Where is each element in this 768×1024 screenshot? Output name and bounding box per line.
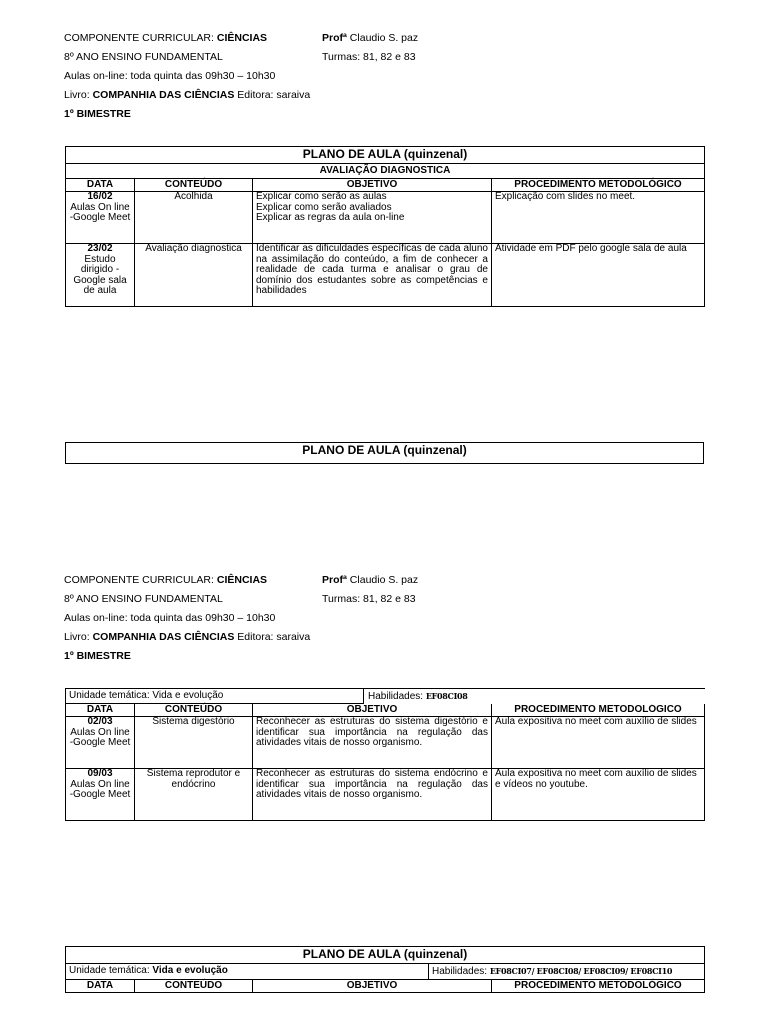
col-objective: OBJETIVO [253,980,492,993]
plan-title-main: PLANO DE AULA [302,443,404,457]
online-schedule: Aulas on-line: toda quinta das 09h30 – 10h30 [64,70,276,82]
component-label: COMPONENTE CURRICULAR: [64,574,217,586]
component-label: COMPONENTE CURRICULAR: [64,32,217,44]
objective-cell: Explicar como serão as aulas Explicar como serão avaliados Explicar as regras da aula on-line [253,192,492,244]
header-row-grade [64,590,684,609]
procedure-cell: Explicação com slides no meet. [492,192,705,244]
unit-theme [66,964,429,980]
component-value: CIÊNCIAS [216,32,268,44]
col-date: DATA [66,704,135,717]
header-row-component [64,571,684,590]
plan-subtitle: AVALIAÇÃO DIAGNOSTICA [66,164,705,179]
book-title: COMPANHIA DAS CIÊNCIAS [92,631,235,643]
online-schedule: Aulas on-line: toda quinta das 09h30 – 10h30 [64,612,276,624]
objective-cell: Identificar as dificuldades específicas de cada aluno na assimilação do conteúdo, a fim de conhecer a realidade de cada turma e analisar o grau de domínio dos estudantes sobre as competências e habilidades [253,244,492,307]
lesson-plan-table-1 [65,146,705,307]
plan-title-main: PLANO DE AULA [302,947,404,961]
col-date: DATA [66,980,135,993]
col-content: CONTEÚDO [135,704,253,717]
date: 23/02 [87,243,113,254]
date-cell [66,192,135,244]
teacher-name: Claudio S. paz [346,32,419,44]
table-row [66,192,705,244]
book-info [64,86,684,105]
course-header-1 [64,29,684,124]
plan-title-sub: (quinzenal) [403,147,468,161]
date-note: Estudo dirigido - Google sala de aula [73,253,127,296]
col-objective: OBJETIVO [253,179,492,192]
publisher: Editora: saraiva [234,89,311,101]
content-cell: Sistema reprodutor e endócrino [135,769,253,821]
date-note: Aulas On line -Google Meet [69,778,131,800]
bimester [64,647,684,666]
date: 02/03 [87,716,113,727]
teacher [322,29,418,48]
publisher: Editora: saraiva [234,631,311,643]
grade: 8º ANO ENSINO FUNDAMENTAL [64,51,223,63]
table-row [66,717,705,769]
table-header-row [66,179,705,192]
classes: Turmas: 81, 82 e 83 [322,51,416,63]
procedure-cell: Atividade em PDF pelo google sala de aula [492,244,705,307]
table-header-row [66,980,705,993]
teacher [322,571,418,590]
plan-title-main: PLANO DE AULA [302,147,404,161]
lesson-plan-table-4 [65,946,705,993]
skills-cell [429,964,705,980]
book-label: Livro: [64,89,93,101]
plan-title-sub: (quinzenal) [403,947,468,961]
col-procedure: PROCEDIMENTO METODOLÓGICO [492,980,705,993]
procedure-cell: Aula expositiva no meet com auxílio de slides [492,717,705,769]
date-cell [66,769,135,821]
course-header-2 [64,571,684,666]
table-row [66,769,705,821]
date-cell [66,717,135,769]
date-note: Aulas On line -Google Meet [69,726,131,748]
date: 16/02 [87,191,113,202]
objective-cell: Reconhecer as estruturas do sistema endócrino e identificar sua importância na regulação das atividades vitais de nosso organismo. [253,769,492,821]
procedure-cell: Aula expositiva no meet com auxílio de slides e vídeos no youtube. [492,769,705,821]
plan-title [66,947,705,964]
bimester-label: 1º BIMESTRE [64,650,131,662]
skills-label: Habilidades: [368,691,426,702]
content-cell: Avaliação diagnostica [135,244,253,307]
bimester [64,105,684,124]
lesson-plan-table-3 [65,688,705,821]
skills-code: EF08CI08 [425,691,468,701]
component-value: CIÊNCIAS [216,574,268,586]
unit-value: Vida e evolução [152,965,228,976]
plan-title [66,443,704,464]
teacher-label: Profª [322,32,347,44]
table-header-row [66,704,705,717]
objective-cell: Reconhecer as estruturas do sistema digestório e identificar sua importância na regulação das atividades vitais de nosso organismo. [253,717,492,769]
content-cell: Acolhida [135,192,253,244]
teacher-name: Claudio S. paz [346,574,419,586]
col-content: CONTEÚDO [135,179,253,192]
grade: 8º ANO ENSINO FUNDAMENTAL [64,593,223,605]
col-objective: OBJETIVO [253,704,492,717]
unit-theme: Unidade temática: Vida e evolução [66,689,492,704]
skills-label-t3 [363,689,708,704]
book-title: COMPANHIA DAS CIÊNCIAS [92,89,235,101]
lesson-plan-table-2 [65,442,704,464]
bimester-label: 1º BIMESTRE [64,108,131,120]
skills-code: EF08CI07/ EF08CI08/ EF08CI09/ EF08CI10 [489,966,673,976]
teacher-label: Profª [322,574,347,586]
col-date: DATA [66,179,135,192]
date-cell [66,244,135,307]
unit-label: Unidade temática: [69,965,153,976]
col-content: CONTEÚDO [135,980,253,993]
book-info [64,628,684,647]
skills-label: Habilidades: [432,966,490,977]
plan-title-sub: (quinzenal) [403,443,467,457]
plan-title [66,147,705,164]
header-row-component [64,29,684,48]
header-row-grade [64,48,684,67]
content-cell: Sistema digestório [135,717,253,769]
book-label: Livro: [64,631,93,643]
table-row [66,244,705,307]
date: 09/03 [87,768,113,779]
date-note: Aulas On line -Google Meet [69,201,131,223]
col-procedure: PROCEDIMENTO METODOLÓGICO [492,179,705,192]
classes: Turmas: 81, 82 e 83 [322,593,416,605]
col-procedure: PROCEDIMENTO METODOLÓGICO [492,704,705,717]
